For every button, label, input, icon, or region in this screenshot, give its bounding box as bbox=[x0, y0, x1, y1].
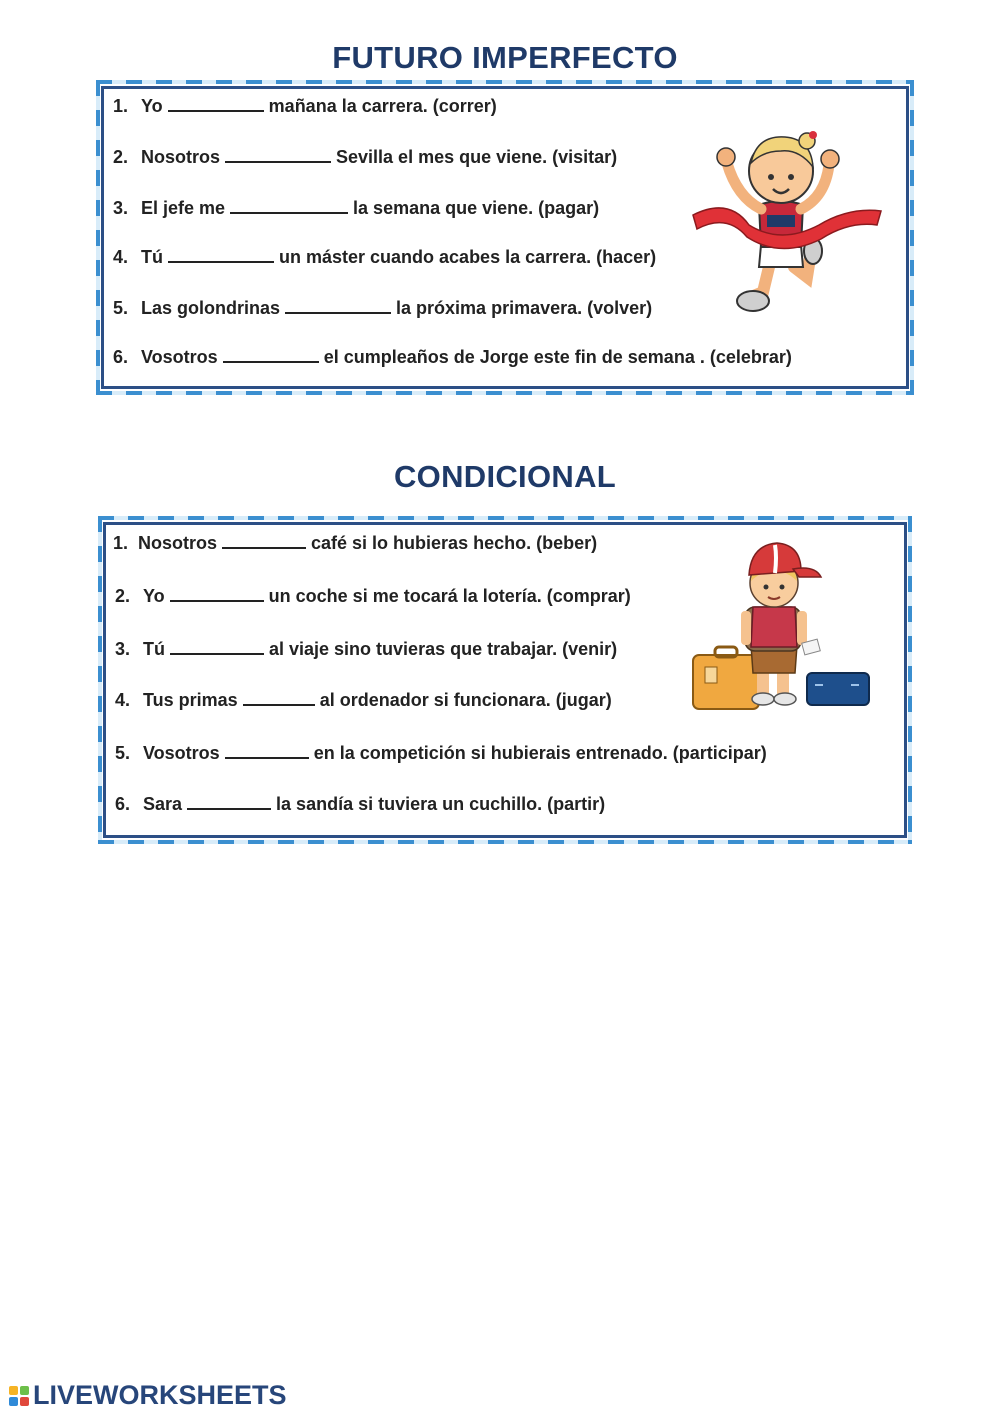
exercise-item bbox=[113, 533, 597, 554]
exercise-box-futuro bbox=[96, 80, 914, 395]
item-suffix: la sandía si tuviera un cuchillo. (partir) bbox=[276, 794, 606, 814]
item-suffix: mañana la carrera. (correr) bbox=[268, 96, 497, 116]
item-prefix: Sara bbox=[143, 794, 183, 814]
item-suffix: en la competición si hubierais entrenado. (participar) bbox=[313, 743, 767, 763]
section-title-condicional: CONDICIONAL bbox=[393, 459, 616, 494]
item-suffix: al ordenador si funcionara. (jugar) bbox=[319, 690, 612, 710]
item-prefix: Vosotros bbox=[141, 347, 218, 367]
item-prefix: Nosotros bbox=[138, 533, 218, 553]
exercise-item bbox=[113, 247, 656, 268]
runner-girl-icon bbox=[693, 131, 881, 311]
answer-blank[interactable] bbox=[223, 347, 319, 363]
exercise-item bbox=[113, 96, 497, 117]
item-number: 6. bbox=[113, 347, 129, 367]
exercise-item bbox=[115, 639, 617, 660]
answer-blank[interactable] bbox=[222, 533, 306, 549]
answer-blank[interactable] bbox=[243, 690, 315, 706]
answer-blank[interactable] bbox=[285, 298, 391, 314]
item-prefix: Tus primas bbox=[143, 690, 238, 710]
liveworksheets-logo-icon bbox=[8, 1385, 30, 1407]
item-suffix: un máster cuando acabes la carrera. (hacer) bbox=[279, 247, 657, 267]
item-number: 3. bbox=[115, 639, 131, 659]
exercise-item bbox=[115, 586, 631, 607]
item-number: 1. bbox=[113, 533, 129, 553]
section-title-futuro: FUTURO IMPERFECTO bbox=[332, 40, 678, 75]
item-number: 6. bbox=[115, 794, 131, 814]
exercise-item bbox=[113, 147, 617, 168]
item-suffix: al viaje sino tuvieras que trabajar. (venir) bbox=[269, 639, 618, 659]
traveler-boy-illustration bbox=[691, 537, 871, 719]
item-suffix: Sevilla el mes que viene. (visitar) bbox=[336, 147, 618, 167]
item-prefix: Nosotros bbox=[141, 147, 221, 167]
exercise-box-condicional bbox=[98, 516, 912, 844]
item-suffix: la semana que viene. (pagar) bbox=[353, 198, 600, 218]
traveler-boy-icon bbox=[693, 543, 869, 709]
item-number: 5. bbox=[113, 298, 129, 318]
item-prefix: Vosotros bbox=[143, 743, 220, 763]
answer-blank[interactable] bbox=[225, 147, 331, 163]
answer-blank[interactable] bbox=[230, 198, 348, 214]
runner-girl-illustration bbox=[689, 127, 884, 319]
answer-blank[interactable] bbox=[170, 586, 264, 602]
item-suffix: un coche si me tocará la lotería. (comprar) bbox=[268, 586, 631, 606]
item-suffix: el cumpleaños de Jorge este fin de semana . (celebrar) bbox=[323, 347, 792, 367]
box-frame bbox=[101, 86, 909, 389]
item-number: 5. bbox=[115, 743, 131, 763]
item-prefix: Tú bbox=[141, 247, 163, 267]
item-number: 1. bbox=[113, 96, 129, 116]
answer-blank[interactable] bbox=[170, 639, 264, 655]
item-prefix: El jefe me bbox=[141, 198, 226, 218]
item-number: 3. bbox=[113, 198, 129, 218]
exercise-item bbox=[113, 347, 792, 368]
answer-blank[interactable] bbox=[168, 96, 264, 112]
exercise-item bbox=[115, 743, 767, 764]
item-prefix: Las golondrinas bbox=[141, 298, 281, 318]
exercise-item bbox=[113, 298, 652, 319]
item-number: 4. bbox=[115, 690, 131, 710]
liveworksheets-watermark bbox=[8, 1380, 287, 1411]
item-number: 2. bbox=[115, 586, 131, 606]
answer-blank[interactable] bbox=[168, 247, 274, 263]
box-frame bbox=[103, 522, 907, 838]
exercise-item bbox=[115, 794, 605, 815]
item-suffix: café si lo hubieras hecho. (beber) bbox=[311, 533, 598, 553]
exercise-item bbox=[115, 690, 612, 711]
footer-brand: LIVEWORKSHEETS bbox=[33, 1380, 287, 1410]
item-prefix: Yo bbox=[141, 96, 163, 116]
item-prefix: Tú bbox=[143, 639, 165, 659]
item-prefix: Yo bbox=[143, 586, 165, 606]
answer-blank[interactable] bbox=[225, 743, 309, 759]
exercise-item bbox=[113, 198, 599, 219]
item-suffix: la próxima primavera. (volver) bbox=[396, 298, 653, 318]
answer-blank[interactable] bbox=[187, 794, 271, 810]
item-number: 2. bbox=[113, 147, 129, 167]
item-number: 4. bbox=[113, 247, 129, 267]
